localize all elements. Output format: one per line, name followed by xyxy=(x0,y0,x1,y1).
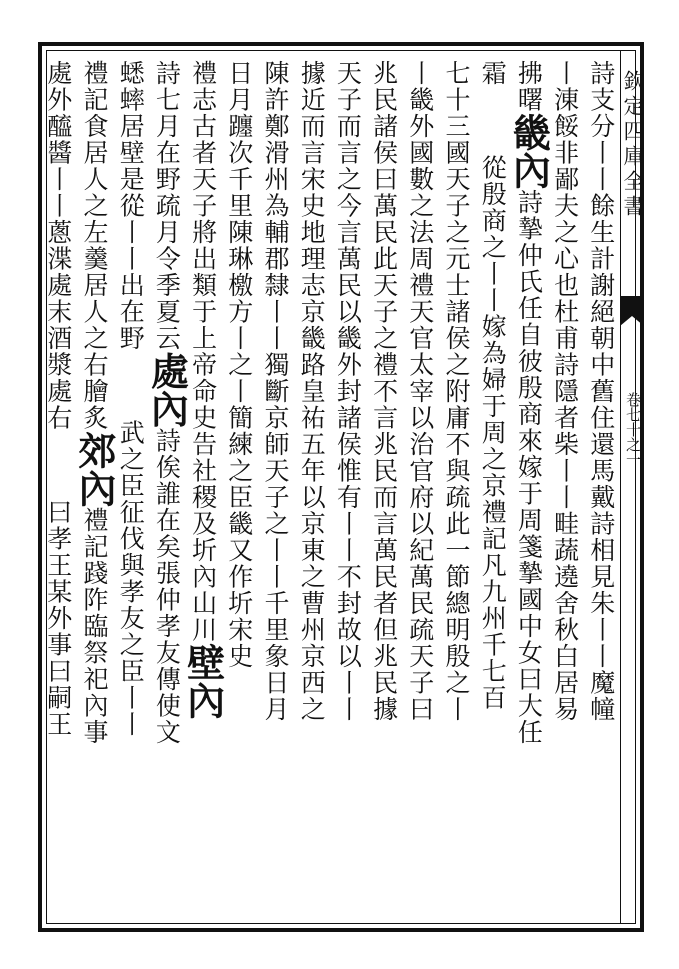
fishtail-mark xyxy=(620,296,644,326)
text-segment: 霜 xyxy=(478,60,508,87)
text-column xyxy=(582,60,620,920)
text-column xyxy=(473,60,511,920)
text-column xyxy=(328,60,366,920)
text-segment: 丨涷餒非鄙夫之心也杜甫詩隱者柴丨丨畦蔬遶舍秋白居易 xyxy=(550,60,580,723)
text-segment: 禮記踐阼臨祭祀內事 xyxy=(80,507,109,746)
text-column xyxy=(401,60,439,920)
margin-volume-label: 卷七十之一 xyxy=(624,392,642,467)
entry-heading: 畿內 xyxy=(506,113,552,189)
column-gap xyxy=(120,352,140,420)
text-segment: 兆民諸侯曰萬民此天子之禮不言兆民而言萬民者但兆民據 xyxy=(369,60,399,723)
text-column xyxy=(72,60,117,920)
column-gap xyxy=(482,87,502,155)
text-segment: 蟋蟀居壁是從丨丨出在野 xyxy=(116,60,146,352)
text-segment: 武之臣征伐與孝友之臣丨丨 xyxy=(116,419,146,738)
text-segment: 陳許鄭滑州為輔郡隸丨丨獨斷京師天子之丨丨千里象日月 xyxy=(261,60,290,723)
text-segment: 詩支分丨丨餘生計謝絕朝中舊住還馬戴詩相見朱丨丨魔幢 xyxy=(586,60,616,723)
text-segment: 禮志古者天子將出類于上帝命史告社稷及圻內山川 xyxy=(188,60,218,643)
text-segment: 拂曙 xyxy=(514,60,544,113)
text-segment: 曰孝王某外事曰嗣王 xyxy=(43,499,73,738)
text-column xyxy=(437,60,475,920)
margin-book-title: 欽定四庫全書 xyxy=(621,70,645,220)
text-column xyxy=(506,60,552,920)
text-segment: 處外醯醬丨丨蔥渫處末酒漿處右 xyxy=(43,60,73,431)
text-segment: 詩七月在野疏月令季夏云 xyxy=(152,60,182,352)
text-segment: 日月躔次千里陳琳檄方丨之丨簡練之臣畿又作圻宋史 xyxy=(224,60,254,670)
column-gap xyxy=(48,431,68,499)
text-column xyxy=(220,60,258,920)
text-segment: 從殷商之丨丨嫁為婦于周之京禮記凡九州千七百 xyxy=(478,154,508,711)
entry-heading: 郊內 xyxy=(72,431,117,507)
text-column xyxy=(292,60,330,920)
text-column xyxy=(39,60,77,920)
text-column xyxy=(256,60,294,920)
text-segment: 據近而言宋史地理志京畿路皇祐五年以京東之曹州京西之 xyxy=(297,60,327,723)
text-segment: 丨畿外國數之法周禮天官太宰以治官府以紀萬民疏天子曰 xyxy=(405,60,435,723)
text-segment: 七十三國天子之元士諸侯之附庸不與疏此一節總明殷之丨 xyxy=(442,60,471,723)
text-segment: 天子而言之今言萬民以畿外封諸侯惟有丨丨不封故以丨丨 xyxy=(333,60,363,723)
entry-heading: 壁內 xyxy=(180,643,226,719)
entry-heading: 處內 xyxy=(144,351,190,428)
text-segment: 詩俟誰在矣張仲孝友傳使文 xyxy=(152,427,182,746)
text-column xyxy=(180,60,226,920)
text-segment: 禮記食居人之左羹居人之右膾炙 xyxy=(80,60,109,431)
text-column xyxy=(144,60,190,920)
text-column xyxy=(365,60,403,920)
text-segment: 詩摯仲氏任自彼殷商來嫁于周箋摯國中女曰大任 xyxy=(514,189,544,746)
text-column xyxy=(546,60,584,920)
